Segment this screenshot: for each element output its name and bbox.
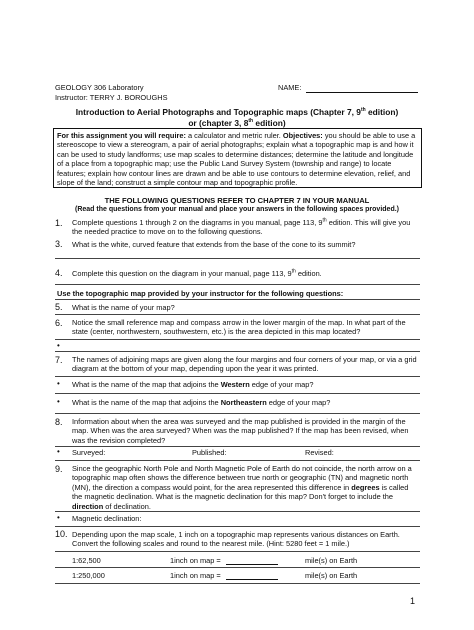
chapter-7-heading: THE FOLLOWING QUESTIONS REFER TO CHAPTER 7 IN YOUR MANUAL: [104, 196, 370, 205]
q10-divider: [55, 551, 420, 552]
q4-number: 4.: [55, 268, 63, 278]
revised-label: Revised:: [305, 448, 334, 457]
scale-2-inch-label: 1inch on map =: [170, 571, 221, 580]
q1-number: 1.: [55, 218, 63, 228]
requirements-text: For this assignment you will require: a calculator and metric ruler. Objectives: you should be able to use a stereoscope to view a stereogram, a pair of aerial photographs; explain what a topographic map is and how it can be used to study landforms; use map scales to determine distances; determine the latitude and longitude of a place from a topographic map; use the Public Land Survey System (township and range) to locate features; explain how contour lines are drawn and be able to use contours to determine elevation, relief, and slope of the land; construct a simple contour map and topographic profile.: [57, 131, 416, 188]
q5-text: What is the name of your map?: [72, 303, 175, 312]
scale-2-divider: [55, 583, 420, 584]
q4-answer-line[interactable]: [55, 284, 420, 285]
q3-number: 3.: [55, 239, 63, 249]
q5-answer-line[interactable]: [55, 314, 420, 315]
instructor-name: Instructor: TERRY J. BOROUGHS: [55, 93, 168, 102]
q8-text: Information about when the area was surveyed and the map published is provided in the margin of the map. When was the area surveyed? When was the map published? If the map has been revised, when was the revision completed?: [72, 417, 409, 445]
q6-divider: [55, 339, 420, 340]
q10-text: Depending upon the map scale, 1 inch on a topographic map represents various distances on Earth. Convert the following scales and round to the nearest mile. (Hint: 5280 feet = 1 mile.): [72, 530, 400, 549]
western-question: What is the name of the map that adjoins the Western edge of your map?: [72, 380, 314, 389]
scale-1-inch-label: 1inch on map =: [170, 556, 221, 565]
topo-heading-divider: [55, 299, 420, 300]
q8-answer-line[interactable]: [55, 460, 420, 461]
scale-2-answer-line[interactable]: [226, 579, 278, 580]
q8-divider: [55, 446, 420, 447]
chapter-7-subheading: (Read the questions from your manual and place your answers in the following spaces provided.): [74, 206, 399, 213]
name-label: NAME:: [278, 83, 302, 92]
northeastern-answer-line[interactable]: [55, 413, 420, 414]
q7-divider: [55, 376, 420, 377]
scale-2-unit: mile(s) on Earth: [305, 571, 358, 580]
q1-text: Complete questions 1 through 2 on the diagrams in you manual, page 113, 9th edition. This will give you the needed practice to move on to the following questions.: [72, 217, 411, 237]
scale-1-unit: mile(s) on Earth: [305, 556, 358, 565]
q7-text: The names of adjoining maps are given along the four margins and four corners of your map, or via a grid diagram at the bottom of your map, depending upon the year it was printed.: [72, 355, 417, 374]
scale-1-answer-line[interactable]: [226, 564, 278, 565]
northeastern-bullet: •: [57, 397, 60, 406]
surveyed-label: Surveyed:: [72, 448, 106, 457]
published-label: Published:: [192, 448, 227, 457]
name-line[interactable]: [306, 92, 418, 93]
course-name: GEOLOGY 306 Laboratory: [55, 83, 144, 92]
declination-label: Magnetic declination:: [72, 514, 142, 523]
q6-number: 6.: [55, 318, 63, 328]
q7-number: 7.: [55, 355, 63, 365]
scale-1: 1:62,500: [72, 556, 101, 565]
scale-2: 1:250,000: [72, 571, 105, 580]
q5-number: 5.: [55, 302, 63, 312]
q8-number: 8.: [55, 417, 63, 427]
q4-text: Complete this question on the diagram in your manual, page 113, 9th edition.: [72, 268, 322, 278]
q10-number: 10.: [55, 529, 68, 539]
western-answer-line[interactable]: [55, 393, 420, 394]
scale-1-divider: [55, 567, 420, 568]
q3-text: What is the white, curved feature that extends from the base of the cone to its summit?: [72, 240, 356, 249]
declination-answer-line[interactable]: [55, 526, 420, 527]
western-bullet: •: [57, 379, 60, 388]
q6-answer-bullet: •: [57, 341, 60, 350]
q9-divider: [55, 511, 420, 512]
q9-number: 9.: [55, 464, 63, 474]
northeastern-question: What is the name of the map that adjoins the Northeastern edge of your map?: [72, 398, 331, 407]
q9-text: Since the geographic North Pole and North Magnetic Pole of Earth do not coincide, the north arrow on a topographic map often shows the difference between true north or geographic (TN) and magnetic north (MN), the direction a compass would point, for the area represented this difference in degrees is called the magnetic declination. What is the magnetic declination for this map? Don't forget to include the direction of declination.: [72, 464, 412, 511]
topo-map-heading: Use the topographic map provided by your instructor for the following questions:: [57, 289, 344, 298]
declination-bullet: •: [57, 513, 60, 522]
surveyed-bullet: •: [57, 447, 60, 456]
q6-answer-line[interactable]: [55, 351, 420, 352]
page-number: 1: [410, 596, 416, 606]
page-title: Introduction to Aerial Photographs and Topographic maps (Chapter 7, 9th edition) or (chapter 3, 8th edition): [75, 107, 399, 128]
q3-answer-line[interactable]: [55, 258, 420, 259]
q6-text: Notice the small reference map and compass arrow in the lower margin of the map. In what part of the state (center, northwestern, southwestern, etc.) is the area depicted in this map located?: [72, 318, 406, 337]
